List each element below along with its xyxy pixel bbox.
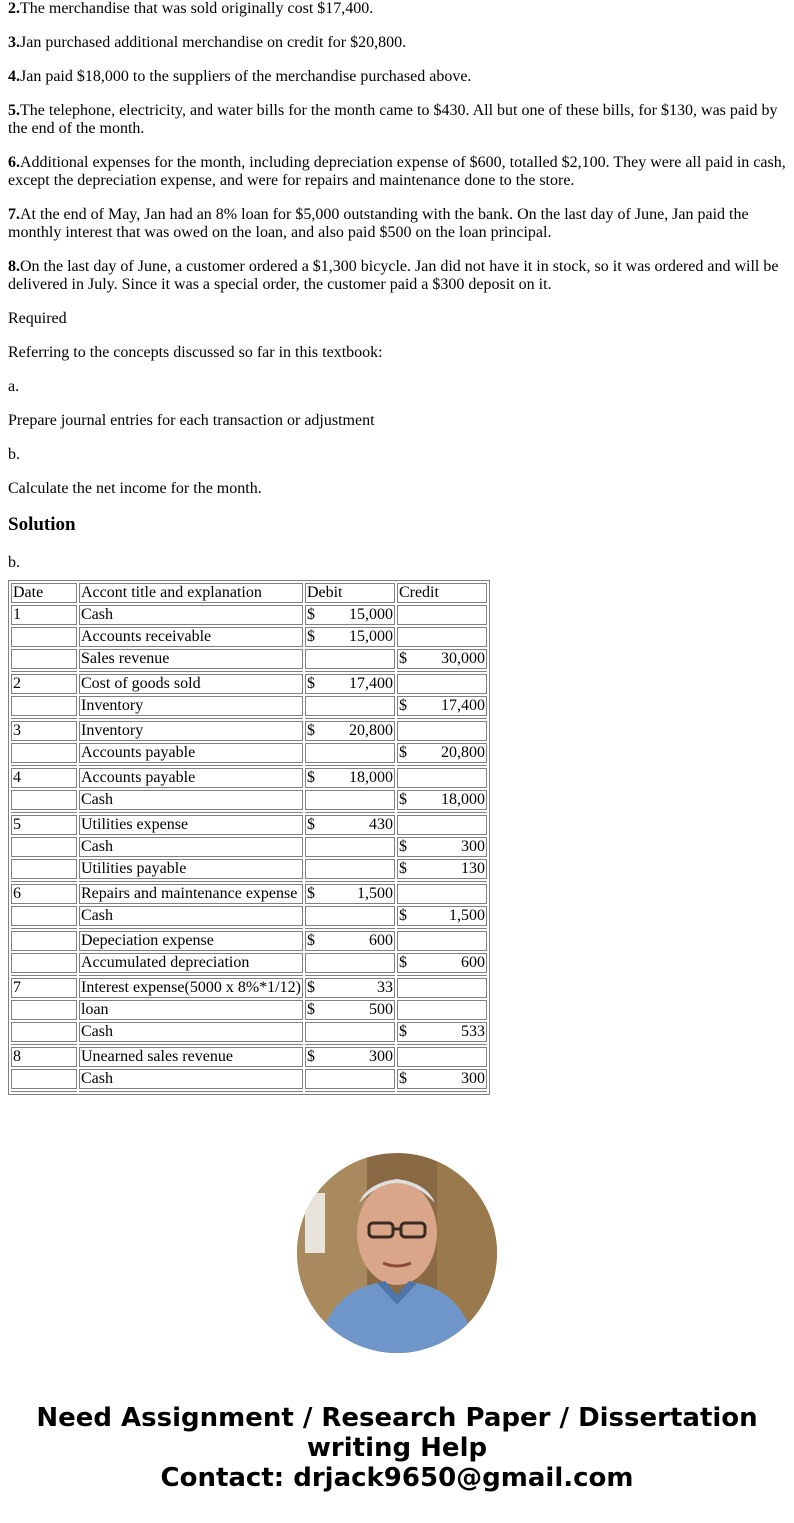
entry-separator <box>11 881 487 882</box>
account-title: Cash <box>79 605 303 625</box>
credit-amount-value: 533 <box>460 1023 485 1040</box>
part-a-text: Prepare journal entries for each transaction or adjustment <box>8 412 375 429</box>
transaction-text: The merchandise that was sold originally cost $17,400. <box>20 0 374 17</box>
credit-amount <box>397 721 487 741</box>
credit-amount <box>397 790 487 810</box>
currency-symbol: $ <box>398 954 407 971</box>
journal-row <box>11 884 487 904</box>
journal-row <box>11 605 487 625</box>
promo-contact[interactable]: Contact: drjack9650@gmail.com <box>160 1463 634 1493</box>
transaction-text: At the end of May, Jan had an 8% loan for $5,000 outstanding with the bank. On the last day of June, Jan paid the monthly interest that was owed on the loan, and also paid $500 on the loan principal. <box>8 206 749 241</box>
transaction-text: Additional expenses for the month, including depreciation expense of $600, totalled $2,100. They were all paid in cash, except the depreciation expense, and were for repairs and maintenance done to the store. <box>8 154 786 189</box>
credit-amount <box>397 649 487 669</box>
journal-header-row <box>11 583 487 603</box>
credit-amount <box>397 674 487 694</box>
account-title: Accounts receivable <box>79 627 303 647</box>
debit-amount-value: 17,400 <box>348 675 393 692</box>
account-title: Accounts payable <box>79 768 303 788</box>
account-title: Cash <box>79 837 303 857</box>
debit-amount-value: 500 <box>368 1001 393 1018</box>
account-title: Inventory <box>79 696 303 716</box>
header-account: Accont title and explanation <box>79 583 303 603</box>
transaction-item <box>8 206 788 242</box>
debit-amount <box>305 1069 395 1089</box>
entry-date <box>11 953 77 973</box>
account-title: Inventory <box>79 721 303 741</box>
journal-row <box>11 978 487 998</box>
header-date: Date <box>11 583 77 603</box>
currency-symbol: $ <box>306 816 315 833</box>
debit-amount <box>305 953 395 973</box>
entry-separator <box>11 1044 487 1045</box>
credit-amount-value: 1,500 <box>448 907 485 924</box>
part-b-label: b. <box>8 446 20 463</box>
entry-date <box>11 790 77 810</box>
debit-amount <box>305 815 395 835</box>
entry-date <box>11 1069 77 1089</box>
credit-amount <box>397 696 487 716</box>
currency-symbol: $ <box>306 932 315 949</box>
currency-symbol: $ <box>306 722 315 739</box>
currency-symbol: $ <box>398 860 407 877</box>
credit-amount <box>397 743 487 763</box>
transaction-number: 4. <box>8 68 20 85</box>
credit-amount-value: 130 <box>460 860 485 877</box>
transaction-list <box>8 0 788 294</box>
credit-amount-value: 20,800 <box>440 744 485 761</box>
debit-amount-value: 33 <box>376 979 393 996</box>
credit-amount <box>397 978 487 998</box>
debit-amount-value: 600 <box>368 932 393 949</box>
entry-date: 2 <box>11 674 77 694</box>
promo-line-1: Need Assignment / Research Paper / Dissertation <box>36 1403 758 1433</box>
entry-separator <box>11 765 487 766</box>
journal-row <box>11 953 487 973</box>
part-b-text: Calculate the net income for the month. <box>8 480 262 497</box>
debit-amount <box>305 1000 395 1020</box>
currency-symbol: $ <box>306 1001 315 1018</box>
journal-row <box>11 1022 487 1042</box>
header-debit: Debit <box>305 583 395 603</box>
required-intro: Referring to the concepts discussed so far in this textbook: <box>8 344 383 361</box>
transaction-number: 6. <box>8 154 20 171</box>
entry-separator <box>11 1091 487 1092</box>
debit-amount <box>305 627 395 647</box>
currency-symbol: $ <box>306 1048 315 1065</box>
debit-amount-value: 430 <box>368 816 393 833</box>
transaction-item <box>8 154 788 190</box>
journal-table <box>8 580 490 1095</box>
entry-date <box>11 1022 77 1042</box>
journal-row <box>11 1000 487 1020</box>
part-a-label: a. <box>8 378 20 395</box>
transaction-text: The telephone, electricity, and water bills for the month came to $430. All but one of these bills, for $130, was paid by the end of the month. <box>8 102 778 137</box>
credit-amount <box>397 627 487 647</box>
account-title: Depeciation expense <box>79 931 303 951</box>
credit-amount-value: 17,400 <box>440 697 485 714</box>
credit-amount <box>397 953 487 973</box>
entry-date <box>11 743 77 763</box>
credit-amount <box>397 1022 487 1042</box>
debit-amount <box>305 978 395 998</box>
debit-amount <box>305 1047 395 1067</box>
credit-amount <box>397 906 487 926</box>
transaction-text: Jan purchased additional merchandise on credit for $20,800. <box>20 34 407 51</box>
journal-row <box>11 1047 487 1067</box>
journal-row <box>11 768 487 788</box>
transaction-item <box>8 258 788 294</box>
entry-date: 3 <box>11 721 77 741</box>
required-heading: Required <box>8 310 67 327</box>
account-title: Cash <box>79 1022 303 1042</box>
account-title: Cash <box>79 1069 303 1089</box>
currency-symbol: $ <box>306 979 315 996</box>
journal-row <box>11 837 487 857</box>
debit-amount <box>305 768 395 788</box>
journal-row <box>11 859 487 879</box>
solution-heading: Solution <box>8 514 76 535</box>
credit-amount-value: 300 <box>460 838 485 855</box>
promo-line-2: writing Help <box>306 1433 488 1463</box>
transaction-number: 3. <box>8 34 20 51</box>
currency-symbol: $ <box>306 675 315 692</box>
debit-amount <box>305 605 395 625</box>
journal-row <box>11 627 487 647</box>
credit-amount-value: 600 <box>460 954 485 971</box>
entry-date: 7 <box>11 978 77 998</box>
account-title: Accounts payable <box>79 743 303 763</box>
currency-symbol: $ <box>398 744 407 761</box>
document-body <box>8 0 788 1095</box>
currency-symbol: $ <box>398 907 407 924</box>
entry-date <box>11 1000 77 1020</box>
credit-amount <box>397 605 487 625</box>
debit-amount <box>305 884 395 904</box>
transaction-item <box>8 68 788 86</box>
journal-row <box>11 721 487 741</box>
transaction-text: Jan paid $18,000 to the suppliers of the merchandise purchased above. <box>20 68 472 85</box>
debit-amount <box>305 837 395 857</box>
entry-date <box>11 696 77 716</box>
entry-date: 8 <box>11 1047 77 1067</box>
credit-amount-value: 18,000 <box>440 791 485 808</box>
entry-date <box>11 627 77 647</box>
journal-row <box>11 815 487 835</box>
currency-symbol: $ <box>398 791 407 808</box>
transaction-item <box>8 0 788 18</box>
header-credit: Credit <box>397 583 487 603</box>
currency-symbol: $ <box>398 650 407 667</box>
entry-separator <box>11 975 487 976</box>
debit-amount <box>305 649 395 669</box>
entry-separator <box>11 812 487 813</box>
account-title: Cash <box>79 790 303 810</box>
account-title: Cost of goods sold <box>79 674 303 694</box>
account-title: Unearned sales revenue <box>79 1047 303 1067</box>
journal-row <box>11 649 487 669</box>
credit-amount <box>397 1069 487 1089</box>
debit-amount-value: 1,500 <box>356 885 393 902</box>
currency-symbol: $ <box>398 1070 407 1087</box>
debit-amount <box>305 790 395 810</box>
debit-amount <box>305 696 395 716</box>
transaction-number: 2. <box>8 0 20 17</box>
account-title: Repairs and maintenance expense <box>79 884 303 904</box>
account-title: Sales revenue <box>79 649 303 669</box>
transaction-number: 8. <box>8 258 20 275</box>
debit-amount-value: 20,800 <box>348 722 393 739</box>
credit-amount <box>397 859 487 879</box>
credit-amount <box>397 815 487 835</box>
debit-amount-value: 18,000 <box>348 769 393 786</box>
currency-symbol: $ <box>306 885 315 902</box>
entry-date: 5 <box>11 815 77 835</box>
transaction-item <box>8 34 788 52</box>
entry-date <box>11 859 77 879</box>
credit-amount-value: 300 <box>460 1070 485 1087</box>
entry-date <box>11 906 77 926</box>
currency-symbol: $ <box>398 838 407 855</box>
debit-amount <box>305 674 395 694</box>
currency-symbol: $ <box>398 1023 407 1040</box>
debit-amount <box>305 906 395 926</box>
credit-amount <box>397 1000 487 1020</box>
debit-amount-value: 15,000 <box>348 628 393 645</box>
journal-row <box>11 743 487 763</box>
credit-amount <box>397 884 487 904</box>
entry-date: 6 <box>11 884 77 904</box>
debit-amount <box>305 1022 395 1042</box>
entry-date <box>11 931 77 951</box>
journal-row <box>11 906 487 926</box>
entry-separator <box>11 928 487 929</box>
transaction-number: 7. <box>8 206 20 223</box>
account-title: loan <box>79 1000 303 1020</box>
entry-date: 4 <box>11 768 77 788</box>
account-title: Utilities payable <box>79 859 303 879</box>
author-photo <box>297 1153 497 1353</box>
debit-amount <box>305 743 395 763</box>
debit-amount <box>305 931 395 951</box>
account-title: Utilities expense <box>79 815 303 835</box>
debit-amount <box>305 859 395 879</box>
entry-separator <box>11 718 487 719</box>
credit-amount <box>397 837 487 857</box>
transaction-number: 5. <box>8 102 20 119</box>
journal-row <box>11 790 487 810</box>
journal-row <box>11 696 487 716</box>
debit-amount-value: 300 <box>368 1048 393 1065</box>
solution-sub-label: b. <box>8 554 20 571</box>
credit-amount <box>397 768 487 788</box>
journal-row <box>11 1069 487 1089</box>
credit-amount-value: 30,000 <box>440 650 485 667</box>
entry-date <box>11 649 77 669</box>
entry-date: 1 <box>11 605 77 625</box>
currency-symbol: $ <box>306 769 315 786</box>
currency-symbol: $ <box>306 628 315 645</box>
transaction-text: On the last day of June, a customer ordered a $1,300 bicycle. Jan did not have it in stock, so it was ordered and will be delivered in July. Since it was a special order, the customer paid a $300 deposit on it. <box>8 258 779 293</box>
currency-symbol: $ <box>398 697 407 714</box>
credit-amount <box>397 1047 487 1067</box>
currency-symbol: $ <box>306 606 315 623</box>
account-title: Accumulated depreciation <box>79 953 303 973</box>
account-title: Cash <box>79 906 303 926</box>
promo-banner <box>0 1403 794 1493</box>
author-portrait-image <box>297 1153 497 1353</box>
transaction-item <box>8 102 788 138</box>
entry-date <box>11 837 77 857</box>
debit-amount <box>305 721 395 741</box>
entry-separator <box>11 671 487 672</box>
journal-row <box>11 674 487 694</box>
debit-amount-value: 15,000 <box>348 606 393 623</box>
journal-row <box>11 931 487 951</box>
account-title: Interest expense(5000 x 8%*1/12) <box>81 979 301 996</box>
credit-amount <box>397 931 487 951</box>
